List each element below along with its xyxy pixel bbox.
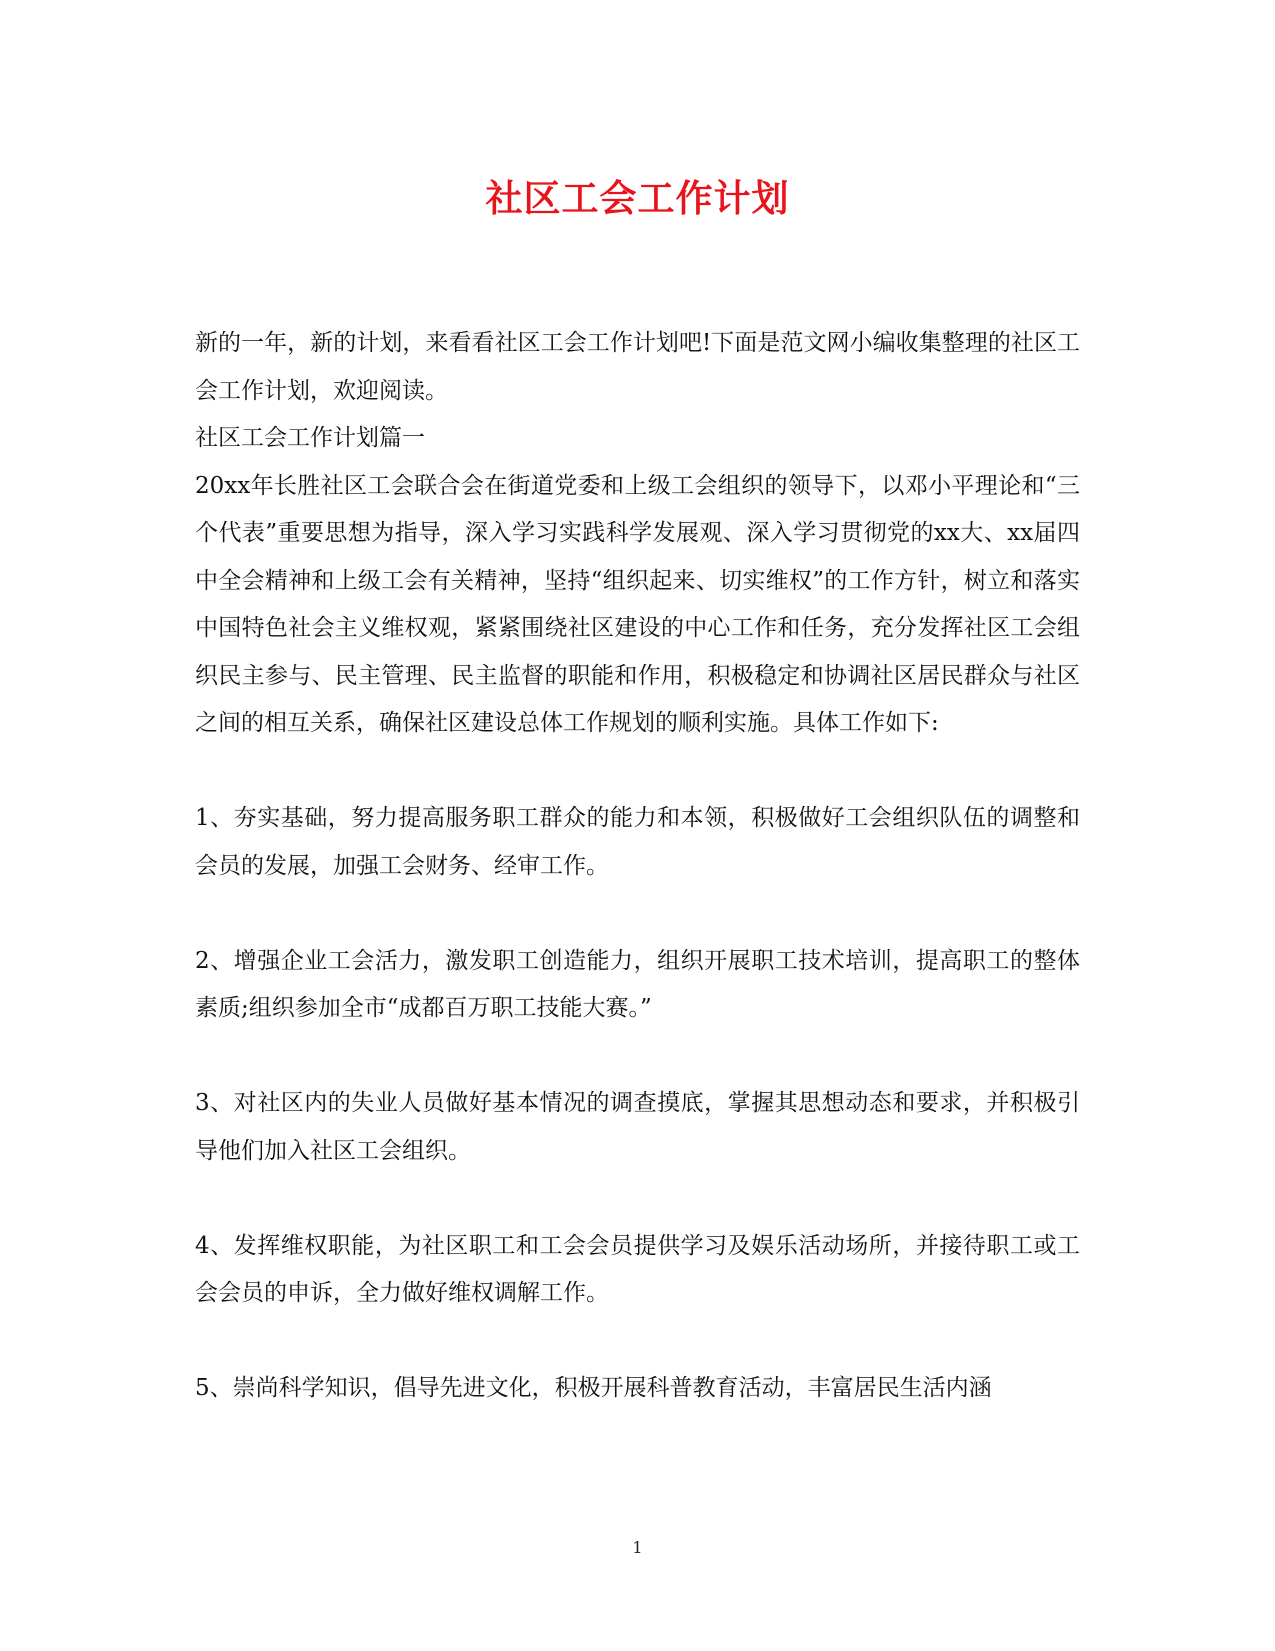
document-body <box>195 320 1080 1413</box>
list-item: 4、发挥维权职能，为社区职工和工会会员提供学习及娱乐活动场所，并接待职工或工会会员的申诉，全力做好维权调解工作。 <box>195 1232 1080 1306</box>
document-title: 社区工会工作计划 <box>485 176 790 220</box>
section-heading: 社区工会工作计划篇一 <box>195 425 425 451</box>
intro-paragraph: 新的一年，新的计划，来看看社区工会工作计划吧!下面是范文网小编收集整理的社区工会工作计划，欢迎阅读。 <box>195 330 1080 404</box>
page-number: 1 <box>632 1538 643 1557</box>
list-item: 5、崇尚科学知识，倡导先进文化，积极开展科普教育活动，丰富居民生活内涵 <box>195 1375 992 1401</box>
list-item: 3、对社区内的失业人员做好基本情况的调查摸底，掌握其思想动态和要求，并积极引导他们加入社区工会组织。 <box>195 1090 1080 1164</box>
list-item: 1、夯实基础，努力提高服务职工群众的能力和本领，积极做好工会组织队伍的调整和会员的发展，加强工会财务、经审工作。 <box>195 805 1080 879</box>
main-paragraph: 20xx年长胜社区工会联合会在街道党委和上级工会组织的领导下，以邓小平理论和“三个代表”重要思想为指导，深入学习实践科学发展观、深入学习贯彻党的xx大、xx届四中全会精神和上级工会有关精神，坚持“组织起来、切实维权”的工作方针，树立和落实中国特色社会主义维权观，紧紧围绕社区建设的中心工作和任务，充分发挥社区工会组织民主参与、民主管理、民主监督的职能和作用，积极稳定和协调社区居民群众与社区之间的相互关系，确保社区建设总体工作规划的顺利实施。具体工作如下: <box>195 472 1080 736</box>
list-item: 2、增强企业工会活力，激发职工创造能力，组织开展职工技术培训，提高职工的整体素质;组织参加全市“成都百万职工技能大赛。” <box>195 947 1080 1021</box>
